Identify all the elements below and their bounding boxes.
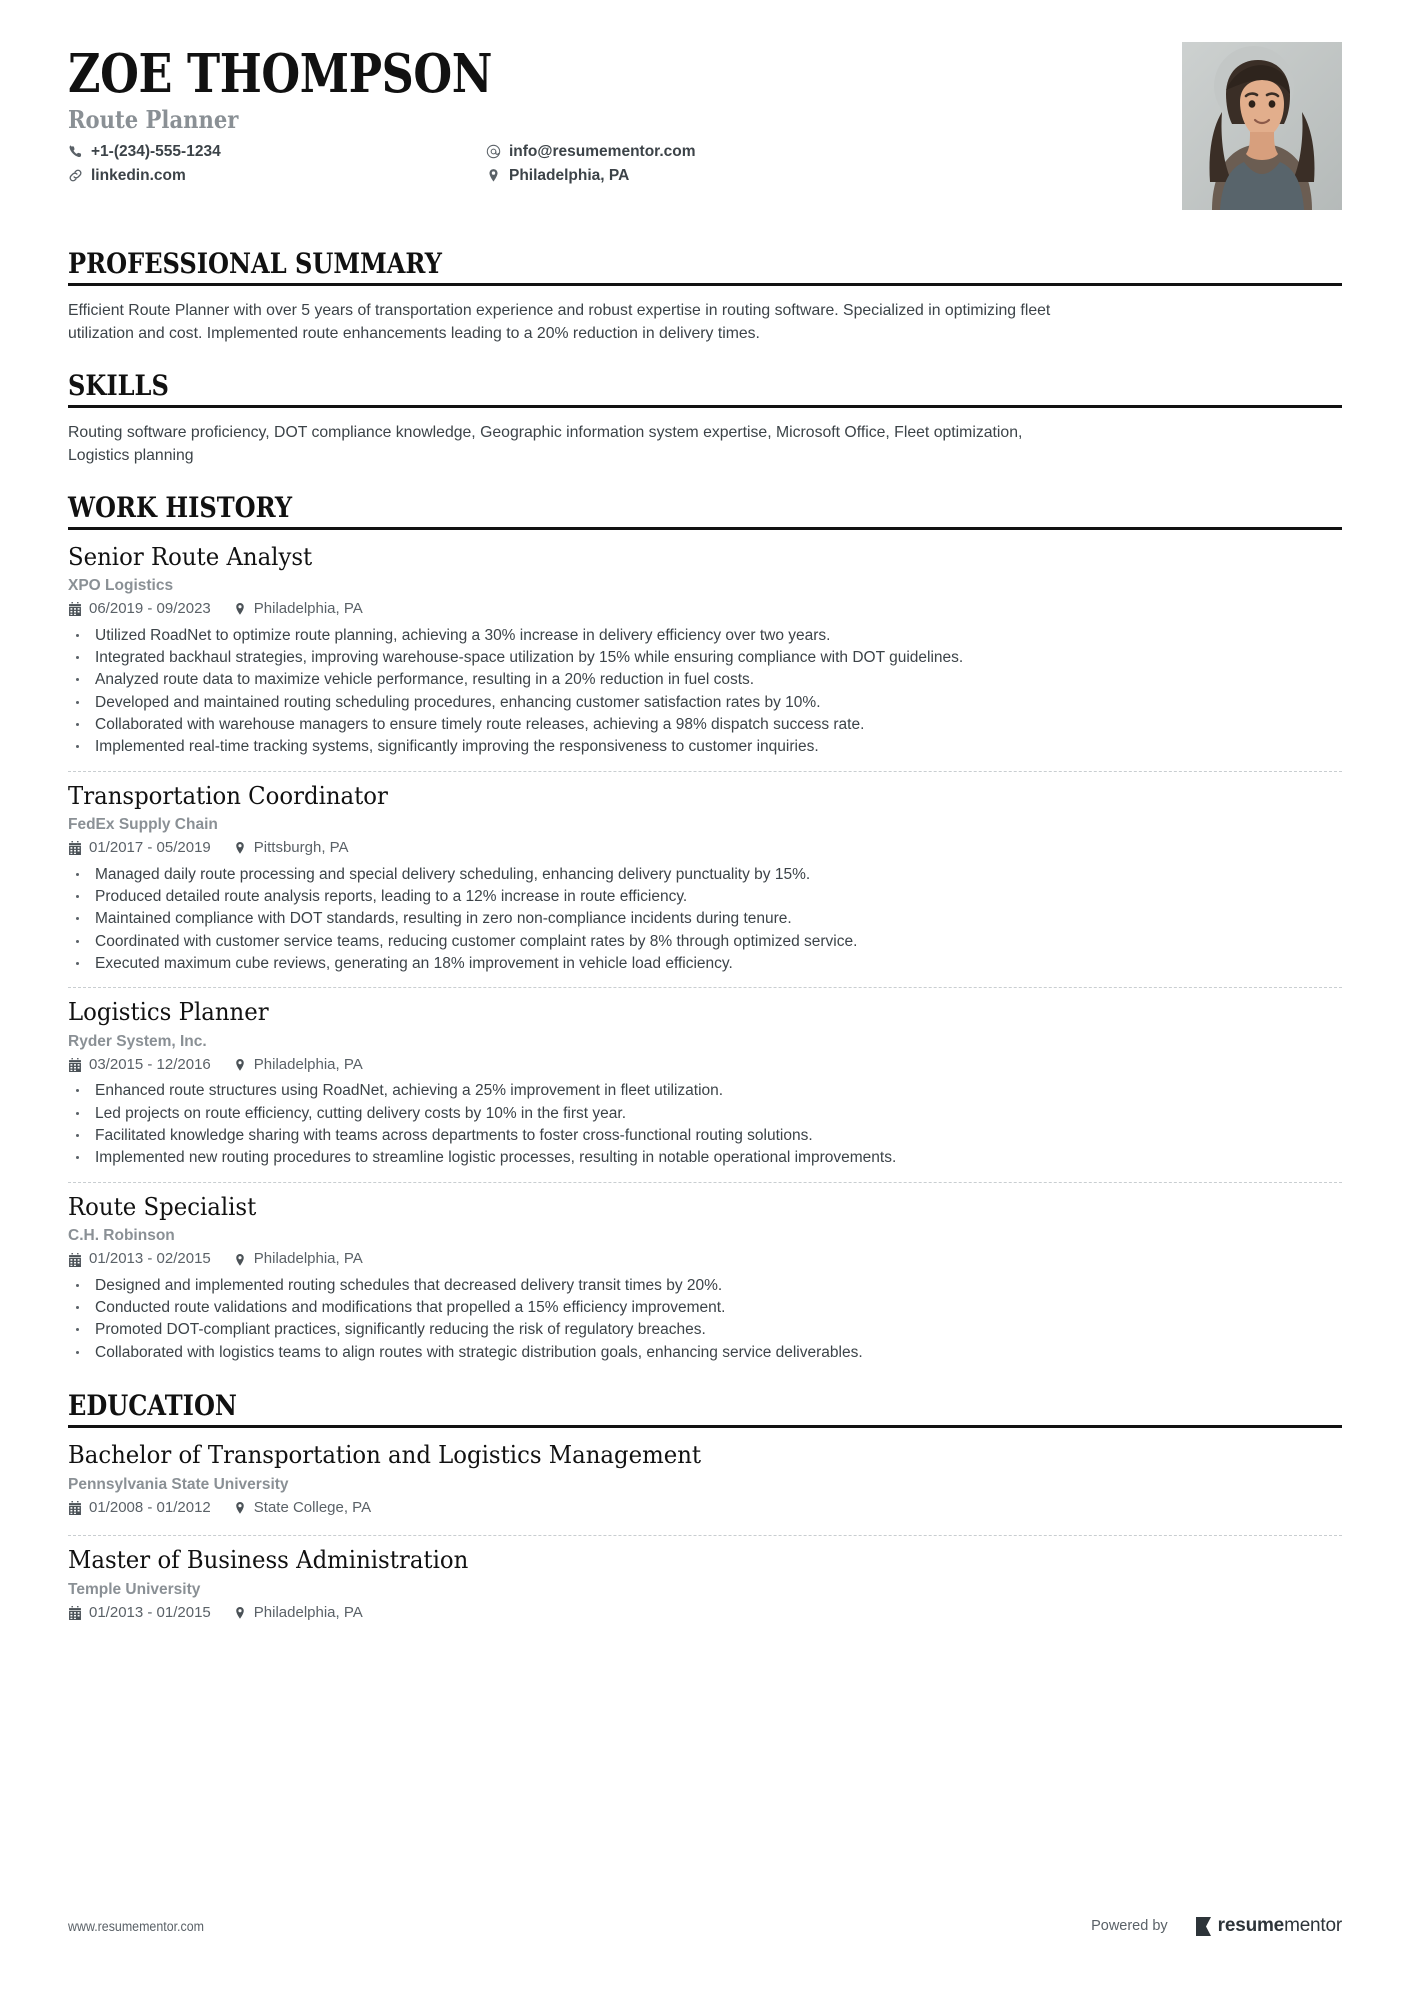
bullet-item: Collaborated with warehouse managers to ensure timely route releases, achieving a 98% dispatch success rate. xyxy=(68,714,1342,736)
work-entry-title: Transportation Coordinator xyxy=(68,781,388,810)
work-entry-meta xyxy=(68,601,1342,618)
work-entry-dates-text: 03/2015 - 12/2016 xyxy=(89,1055,211,1073)
work-entry-organization: Ryder System, Inc. xyxy=(68,1032,207,1050)
education-entry-location xyxy=(233,1605,363,1622)
education-entry-meta xyxy=(68,1605,1342,1622)
contact-phone-text: +1-(234)-555-1234 xyxy=(91,143,221,161)
header-identity xyxy=(68,42,1182,184)
section-education xyxy=(68,1389,1342,1630)
work-entry-dates-text: 01/2013 - 02/2015 xyxy=(89,1250,211,1268)
work-entry-bullets xyxy=(68,1080,1342,1169)
work-entry-bullets xyxy=(68,864,1342,976)
contact-grid xyxy=(68,143,1182,184)
contact-column-right xyxy=(486,143,696,184)
work-entry-meta xyxy=(68,1251,1342,1268)
summary-text: Efficient Route Planner with over 5 years of transportation experience and robust expertise in routing software. Specialized in optimizing fleet utilization and cost. Implemented route enhancements leading to a 20% reduction in delivery times. xyxy=(68,302,1051,342)
contact-location-text: Philadelphia, PA xyxy=(509,167,630,185)
work-entry-bullets xyxy=(68,1275,1342,1364)
work-entry-meta xyxy=(68,1057,1342,1074)
calendar-icon xyxy=(68,602,82,616)
location-pin-icon xyxy=(233,1253,247,1267)
calendar-icon xyxy=(68,1058,82,1072)
brand-text-light: mentor xyxy=(1284,1915,1342,1936)
location-pin-icon xyxy=(233,1606,247,1620)
work-entry-location-text: Philadelphia, PA xyxy=(253,1055,363,1073)
resumementor-logo xyxy=(1196,1915,1342,1937)
section-heading-work-history: WORK HISTORY xyxy=(68,490,293,524)
contact-column-left xyxy=(68,143,486,184)
bullet-item: Managed daily route processing and special delivery scheduling, enhancing delivery punctuality by 15%. xyxy=(68,864,1342,886)
calendar-icon xyxy=(68,1501,82,1515)
work-entry-location xyxy=(233,1057,363,1074)
bullet-item: Utilized RoadNet to optimize route planning, achieving a 30% increase in delivery efficiency over two years. xyxy=(68,625,1342,647)
work-entry-bullets xyxy=(68,625,1342,759)
brand-text-bold: resume xyxy=(1217,1915,1285,1936)
section-heading-skills: SKILLS xyxy=(68,368,169,402)
calendar-icon xyxy=(68,841,82,855)
brand-text xyxy=(1218,1915,1342,1937)
bullet-item: Led projects on route efficiency, cutting delivery costs by 10% in the first year. xyxy=(68,1103,1342,1125)
work-entry xyxy=(68,544,1342,761)
work-entry xyxy=(68,1182,1342,1366)
bullet-item: Conducted route validations and modifications that propelled a 15% efficiency improvement. xyxy=(68,1297,1342,1319)
bullet-item: Maintained compliance with DOT standards, resulting in zero non-compliance incidents during tenure. xyxy=(68,908,1342,930)
work-entry-location-text: Pittsburgh, PA xyxy=(253,839,349,857)
skills-text: Routing software proficiency, DOT compliance knowledge, Geographic information system expertise, Microsoft Office, Fleet optimization, Logistics planning xyxy=(68,423,1023,464)
work-entry-meta xyxy=(68,840,1342,857)
education-entry-location-text: Philadelphia, PA xyxy=(253,1603,363,1621)
bullet-item: Promoted DOT-compliant practices, significantly reducing the risk of regulatory breaches. xyxy=(68,1319,1342,1341)
work-entry-dates xyxy=(68,601,211,618)
section-skills xyxy=(68,368,1342,468)
bullet-item: Enhanced route structures using RoadNet, achieving a 25% improvement in fleet utilization. xyxy=(68,1080,1342,1102)
footer-url[interactable]: www.resumementor.com xyxy=(68,1918,204,1934)
section-divider xyxy=(68,405,1342,408)
resume-header xyxy=(68,0,1342,210)
work-entry-dates xyxy=(68,1251,211,1268)
contact-email[interactable] xyxy=(486,143,696,160)
header-job-title: Route Planner xyxy=(68,105,239,134)
location-pin-icon xyxy=(233,602,247,616)
bullet-item: Executed maximum cube reviews, generating an 18% improvement in vehicle load efficiency. xyxy=(68,953,1342,975)
bullet-item: Analyzed route data to maximize vehicle performance, resulting in a 20% reduction in fuel costs. xyxy=(68,669,1342,691)
work-entry-location-text: Philadelphia, PA xyxy=(253,1250,363,1268)
section-heading-education: EDUCATION xyxy=(68,1389,237,1423)
work-entry-location xyxy=(233,601,363,618)
bullet-item: Coordinated with customer service teams, reducing customer complaint rates by 8% through optimized service. xyxy=(68,931,1342,953)
education-entry-location-text: State College, PA xyxy=(253,1498,372,1516)
education-entry-dates xyxy=(68,1500,211,1517)
education-entry-organization: Temple University xyxy=(68,1580,201,1598)
bullet-item: Implemented real-time tracking systems, significantly improving the responsiveness to customer inquiries. xyxy=(68,736,1342,758)
education-entry-list xyxy=(68,1442,1342,1630)
link-icon xyxy=(68,168,83,183)
education-entry-dates-text: 01/2008 - 01/2012 xyxy=(89,1498,211,1516)
education-entry-organization: Pennsylvania State University xyxy=(68,1475,289,1493)
work-entry-dates-text: 01/2017 - 05/2019 xyxy=(89,839,211,857)
contact-location xyxy=(486,167,696,184)
location-pin-icon xyxy=(233,1058,247,1072)
section-work-history xyxy=(68,490,1342,1367)
education-entry-location xyxy=(233,1500,371,1517)
page-title: ZOE THOMPSON xyxy=(68,43,493,105)
calendar-icon xyxy=(68,1606,82,1620)
education-entry xyxy=(68,1442,1342,1525)
bullet-item: Facilitated knowledge sharing with teams across departments to foster cross-functional routing solutions. xyxy=(68,1125,1342,1147)
section-heading-summary: PROFESSIONAL SUMMARY xyxy=(68,247,442,280)
work-entry-dates-text: 06/2019 - 09/2023 xyxy=(89,600,211,618)
work-entry-organization: C.H. Robinson xyxy=(68,1227,175,1245)
powered-by-label: Powered by xyxy=(1091,1918,1168,1934)
work-entry-title: Route Specialist xyxy=(68,1192,257,1221)
bookmark-icon xyxy=(1196,1917,1211,1936)
bullet-item: Implemented new routing procedures to streamline logistic processes, resulting in notable operational improvements. xyxy=(68,1147,1342,1169)
location-pin-icon xyxy=(486,168,501,183)
education-entry-dates xyxy=(68,1605,211,1622)
calendar-icon xyxy=(68,1253,82,1267)
work-entry-list xyxy=(68,544,1342,1367)
work-entry xyxy=(68,771,1342,978)
work-entry-organization: XPO Logistics xyxy=(68,577,174,595)
bullet-item: Designed and implemented routing schedules that decreased delivery transit times by 20%. xyxy=(68,1275,1342,1297)
contact-linkedin[interactable] xyxy=(68,167,486,184)
bullet-item: Integrated backhaul strategies, improving warehouse-space utilization by 15% while ensuring compliance with DOT guidelines. xyxy=(68,647,1342,669)
page-footer xyxy=(68,1915,1342,1937)
phone-icon xyxy=(68,144,83,159)
section-professional-summary xyxy=(68,247,1342,346)
avatar xyxy=(1182,42,1342,210)
work-entry-location xyxy=(233,840,349,857)
work-entry xyxy=(68,987,1342,1171)
email-icon xyxy=(486,144,501,159)
bullet-item: Collaborated with logistics teams to align routes with strategic distribution goals, enhancing service deliverables. xyxy=(68,1342,1342,1364)
work-entry-dates xyxy=(68,840,211,857)
contact-phone[interactable] xyxy=(68,143,486,160)
work-entry-dates xyxy=(68,1057,211,1074)
section-divider xyxy=(68,283,1342,286)
education-entry-dates-text: 01/2013 - 01/2015 xyxy=(89,1603,211,1621)
education-entry xyxy=(68,1535,1342,1630)
section-divider xyxy=(68,527,1342,530)
education-entry-title: Master of Business Administration xyxy=(68,1546,469,1575)
work-entry-location-text: Philadelphia, PA xyxy=(253,600,363,618)
work-entry-location xyxy=(233,1251,363,1268)
contact-email-text: info@resumementor.com xyxy=(509,143,696,161)
work-entry-organization: FedEx Supply Chain xyxy=(68,816,218,834)
work-entry-title: Senior Route Analyst xyxy=(68,542,313,571)
bullet-item: Produced detailed route analysis reports, leading to a 12% increase in route efficiency. xyxy=(68,886,1342,908)
bullet-item: Developed and maintained routing scheduling procedures, enhancing customer satisfaction rates by 10%. xyxy=(68,692,1342,714)
education-entry-meta xyxy=(68,1500,1342,1517)
footer-branding xyxy=(1091,1915,1342,1937)
work-entry-title: Logistics Planner xyxy=(68,998,269,1027)
location-pin-icon xyxy=(233,1501,247,1515)
education-entry-title: Bachelor of Transportation and Logistics Management xyxy=(68,1441,702,1470)
contact-linkedin-text: linkedin.com xyxy=(91,167,186,185)
section-divider xyxy=(68,1425,1342,1428)
location-pin-icon xyxy=(233,841,247,855)
